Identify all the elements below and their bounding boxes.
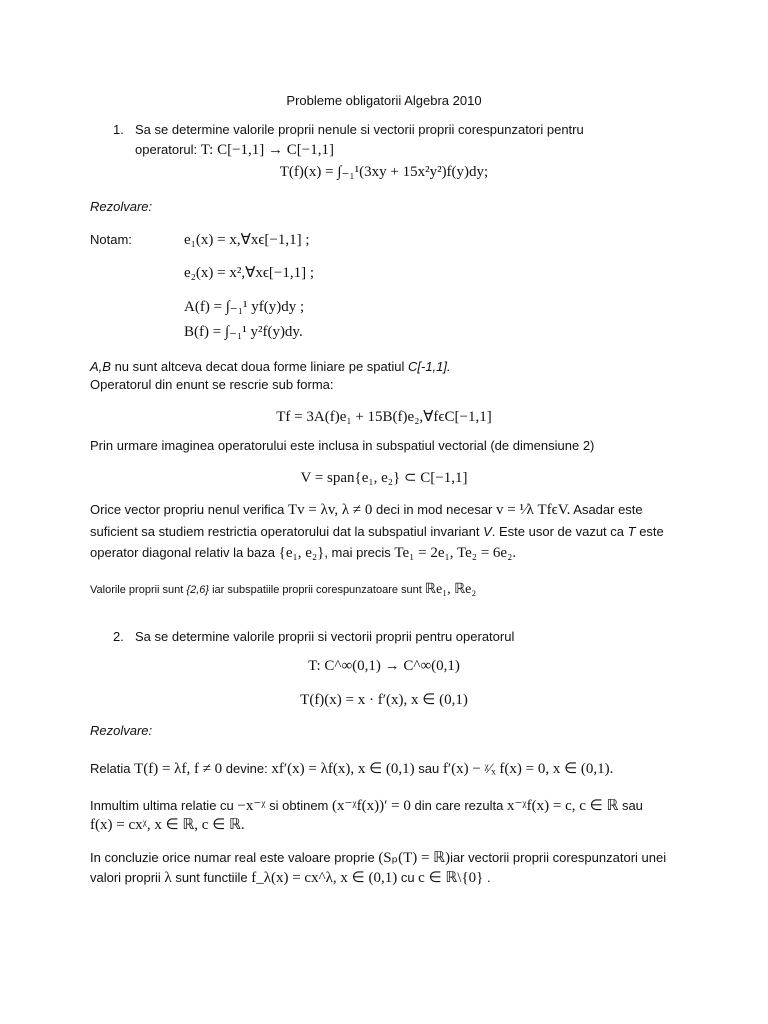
- ab-label: A,B: [90, 359, 111, 374]
- rel-text-a: Relatia: [90, 761, 135, 776]
- rel-text-c: sau: [414, 761, 443, 776]
- orice-1-text-c: Asadar este: [570, 502, 643, 517]
- valori-set: {2,6}: [186, 584, 210, 596]
- orice-2-text-c: . Este usor de vazut ca: [491, 524, 628, 539]
- orice-2-text-a: suficient sa studiem restrictia operatorului dat la subspatiul invariant: [90, 524, 484, 539]
- orice-2-T: T: [627, 524, 636, 539]
- concl2-text-d: .: [483, 870, 491, 885]
- valori-proprii-line: [90, 581, 476, 598]
- orice-1-math-b: v = ¹⁄λ TfϵV.: [496, 502, 571, 518]
- concluzie-line-1: [90, 848, 666, 867]
- rel-text-b: devine:: [222, 761, 272, 776]
- problem-1-operator-math: T: C[−1,1] → C[−1,1]: [200, 142, 335, 158]
- inm-math-1: −x⁻ᵡ: [237, 798, 266, 814]
- ab-text: nu sunt altceva decat doua forme liniare pe spatiul: [110, 359, 408, 374]
- concl-math-1: (Sₚ(T) = ℝ): [378, 850, 451, 866]
- problem-1-formula: T(f)(x) = ∫₋₁¹(3xy + 15x²y²)f(y)dy;: [279, 164, 489, 180]
- problem-1-operator-label: operatorul:: [135, 142, 201, 157]
- inmultim-line-2: f(x) = cxᵡ, x ∈ ℝ, c ∈ ℝ.: [90, 817, 245, 833]
- concl2-text-b: sunt functiile: [171, 870, 252, 885]
- problem-2-formula: T(f)(x) = x · f′(x), x ∈ (0,1): [300, 692, 468, 708]
- B-definition: B(f) = ∫₋₁¹ y²f(y)dy.: [184, 324, 303, 340]
- concl-text-b: iar vectorii proprii corespunzatori unei: [450, 850, 667, 865]
- inmultim-line-1: [90, 796, 643, 815]
- ab-space: C[-1,1].: [407, 359, 451, 374]
- concl2-constant-set: c ∈ ℝ\{0}: [418, 870, 484, 886]
- orice-3-text-a: operator diagonal relativ la baza: [90, 545, 279, 560]
- concl2-text-a: valori proprii: [90, 870, 165, 885]
- A-definition: A(f) = ∫₋₁¹ yf(y)dy ;: [184, 299, 305, 315]
- problem-2-number: 2.: [113, 629, 124, 644]
- orice-1-text-b: deci in mod necesar: [372, 502, 496, 517]
- valori-text-a: Valorile proprii sunt: [90, 584, 187, 596]
- concl2-text-c: cu: [397, 870, 419, 885]
- document-title: Probleme obligatorii Algebra 2010: [286, 93, 482, 108]
- rel-math-1: T(f) = λf, f ≠ 0: [134, 761, 223, 777]
- relatia-line: [90, 759, 613, 778]
- rel-math-2: xf′(x) = λf(x), x ∈ (0,1): [271, 761, 415, 777]
- concl-text-a: In concluzie orice numar real este valoare proprie: [90, 850, 379, 865]
- notam-label: Notam:: [90, 232, 132, 247]
- inm-text-c: din care rezulta: [410, 798, 507, 813]
- orice-line-1: [90, 502, 643, 519]
- orice-line-3: [90, 545, 516, 562]
- orice-1-text-a: Orice vector propriu nenul verifica: [90, 502, 288, 517]
- problem-2-operator: T: C^∞(0,1) → C^∞(0,1): [308, 658, 460, 674]
- rel-math-3: f′(x) − ᵡ⁄ₓ f(x) = 0, x ∈ (0,1).: [442, 761, 614, 777]
- valori-text-c: iar subspatiile proprii corespunzatoare sunt: [209, 584, 425, 596]
- e1-definition: e₁(x) = x,∀xϵ[−1,1] ;: [184, 232, 310, 248]
- imagine-line: Prin urmare imaginea operatorului este inclusa in subspatiul vectorial (de dimensiune 2): [90, 438, 595, 453]
- rezolvare-2-label: Rezolvare:: [90, 723, 153, 738]
- inm-text-a: Inmultim ultima relatie cu: [90, 798, 238, 813]
- concluzie-line-2: [90, 868, 491, 887]
- Tf-formula: Tf = 3A(f)e₁ + 15B(f)e₂,∀fϵC[−1,1]: [276, 409, 492, 425]
- V-formula: V = span{e₁, e₂} ⊂ C[−1,1]: [300, 470, 468, 486]
- ab-linear-forms-line: [90, 359, 451, 374]
- orice-3-basis: {e₁, e₂}: [278, 545, 325, 561]
- inm-text-b: si obtinem: [265, 798, 332, 813]
- problem-1-statement-line2: [135, 142, 334, 159]
- rezolvare-1-label: Rezolvare:: [90, 199, 153, 214]
- orice-2-text-e: este: [635, 524, 664, 539]
- problem-1-number: 1.: [113, 122, 124, 137]
- inm-text-d: sau: [618, 798, 643, 813]
- orice-line-2: [90, 524, 664, 539]
- rescrie-line: Operatorul din enunt se rescrie sub forma:: [90, 377, 334, 392]
- orice-1-math-a: Tv = λv, λ ≠ 0: [287, 502, 373, 518]
- valori-subspaces: ℝe₁, ℝe₂: [424, 582, 477, 597]
- inm-math-3: x⁻ᵡf(x) = c, c ∈ ℝ: [506, 798, 619, 814]
- problem-1-statement-line1: Sa se determine valorile proprii nenule si vectorii proprii corespunzatori pentru: [135, 122, 584, 137]
- orice-3-eigen-eq: Te₁ = 2e₁, Te₂ = 6e₂.: [394, 545, 517, 561]
- inm-math-2: (x⁻ᵡf(x))′ = 0: [332, 798, 411, 814]
- concl2-lambda: λ: [164, 870, 172, 886]
- orice-3-text-b: , mai precis: [324, 545, 395, 560]
- concl2-eigenfunctions: f_λ(x) = cx^λ, x ∈ (0,1): [251, 870, 398, 886]
- problem-2-statement: Sa se determine valorile proprii si vectorii proprii pentru operatorul: [135, 629, 515, 644]
- orice-2-V: V: [483, 524, 492, 539]
- e2-definition: e₂(x) = x²,∀xϵ[−1,1] ;: [184, 265, 315, 281]
